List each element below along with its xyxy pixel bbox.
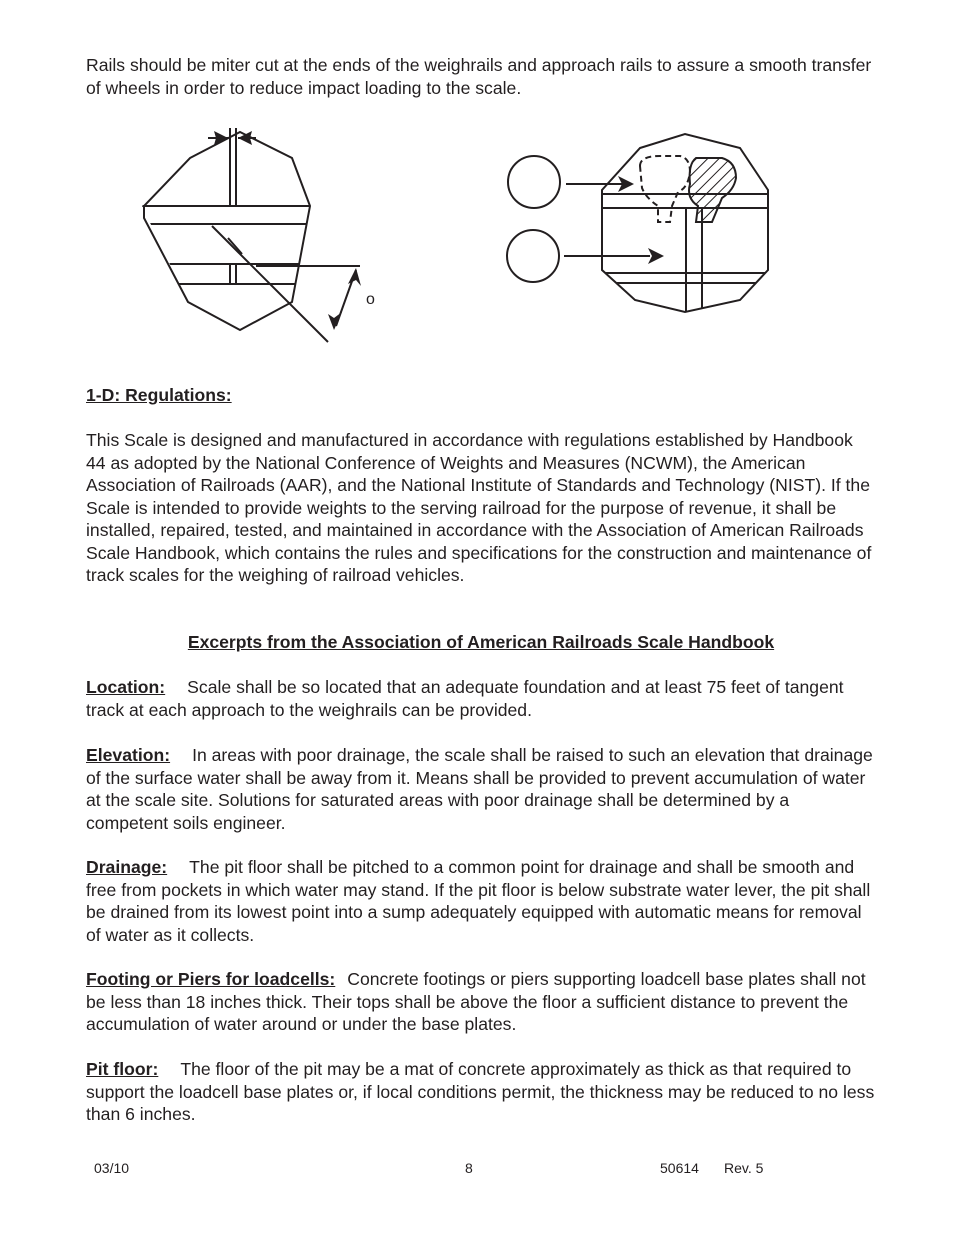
miter-cut-line bbox=[228, 238, 242, 254]
callout-circle bbox=[507, 230, 559, 282]
footer-date: 03/10 bbox=[94, 1160, 130, 1176]
degree-mark: o bbox=[366, 291, 375, 308]
section-text: Scale shall be so located that an adequate foundation and at least 75 feet of tangent track at each approach to the weighrails can be provided. bbox=[86, 677, 844, 720]
callout-circle bbox=[508, 156, 560, 208]
arrow-right-icon bbox=[648, 248, 664, 264]
arrow-down-icon bbox=[328, 312, 342, 330]
weighrail-head-hatched bbox=[689, 158, 736, 222]
section-location bbox=[86, 676, 876, 721]
section-label: Location: bbox=[86, 677, 166, 697]
section-label: Pit floor: bbox=[86, 1059, 159, 1079]
section-pit-floor bbox=[86, 1058, 876, 1126]
rail-profile-diagram bbox=[500, 128, 790, 318]
excerpts-title: Excerpts from the Association of American Railroads Scale Handbook bbox=[187, 632, 775, 652]
section-label: Elevation: bbox=[86, 745, 171, 765]
section-label: Footing or Piers for loadcells: bbox=[86, 969, 336, 989]
intro-paragraph: Rails should be miter cut at the ends of the weighrails and approach rails to assure a smooth transfer of wheels in order to reduce impact loading to the scale. bbox=[86, 55, 872, 98]
document-number: 50614 bbox=[660, 1160, 699, 1176]
revision: Rev. 5 bbox=[724, 1160, 764, 1176]
section-footing bbox=[86, 968, 876, 1036]
section-elevation bbox=[86, 744, 876, 834]
arrow-up-icon bbox=[348, 268, 361, 286]
section-text: Concrete footings or piers supporting loadcell base plates shall not be less than 18 inches thick. Their tops shall be above the floor a sufficient distance to prevent the accumulation of water around or under the base plates. bbox=[86, 969, 866, 1034]
section-text: In areas with poor drainage, the scale shall be raised to such an elevation that drainage of the surface water shall be away from it. Means shall be provided to prevent accumulation of water at the scale site. Solutions for saturated areas with poor drainage shall be determined by a competent soils engineer. bbox=[86, 745, 873, 833]
section-drainage bbox=[86, 856, 876, 946]
miter-cut-diagram bbox=[130, 118, 390, 353]
section-label: Drainage: bbox=[86, 857, 168, 877]
rail-figures bbox=[0, 118, 954, 358]
section-text: The pit floor shall be pitched to a common point for drainage and shall be smooth and free from pockets in which water may stand. If the pit floor is below substrate water lever, the pit shall be drained from its lowest point into a sump adequately equipped with automatic means for removal of water as it collects. bbox=[86, 857, 871, 945]
approach-rail-head-dashed bbox=[640, 156, 690, 222]
section-heading-regulations: 1-D: Regulations: bbox=[86, 385, 232, 405]
section-text: The floor of the pit may be a mat of concrete approximately as thick as that required to support the loadcell base plates or, if local conditions permit, the thickness may be reduced to no less than 6 inches. bbox=[86, 1059, 875, 1124]
regulations-paragraph: This Scale is designed and manufactured in accordance with regulations established by Handbook 44 as adopted by the National Conference of Weights and Measures (NCWM), the American Association of Railroads (AAR), and the National Institute of Standards and Technology (NIST). If the Scale is intended to provide weights to the serving railroad for the purpose of revenue, it shall be installed, repaired, tested, and maintained in accordance with the Association of American Railroads Scale Handbook, which contains the rules and specifications for the construction and maintenance of track scales for the weighing of railroad vehicles. bbox=[86, 430, 872, 585]
page-number: 8 bbox=[465, 1160, 473, 1176]
